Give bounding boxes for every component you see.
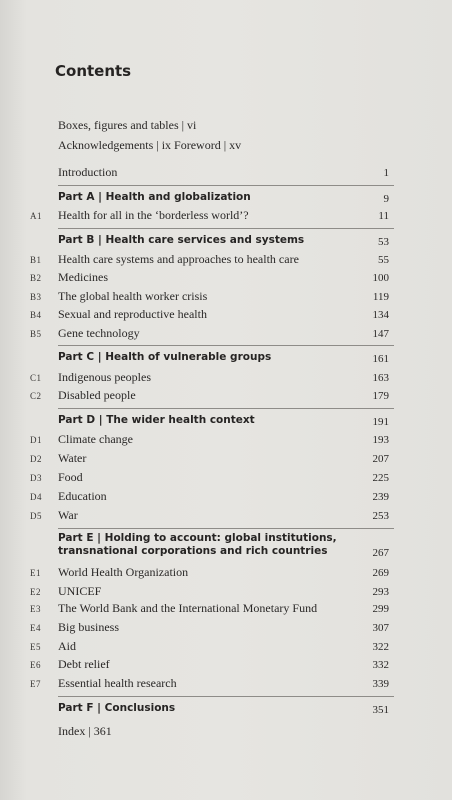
chapter-page: 119 (372, 291, 389, 303)
part-e-title-line2: transnational corporations and rich countries (58, 545, 328, 557)
chapter-code: E3 (30, 604, 41, 614)
chapter-page: 55 (378, 254, 389, 266)
chapter-title: Sexual and reproductive health (58, 307, 207, 321)
divider (58, 696, 394, 697)
part-e-title-line1: Part E | Holding to account: global institutions, (58, 532, 337, 544)
chapter-title: The global health worker crisis (58, 289, 208, 303)
chapter-code: D3 (30, 473, 42, 483)
divider (58, 228, 394, 229)
page-title: Contents (55, 62, 132, 80)
chapter-title: Big business (58, 620, 120, 634)
chapter-page: 100 (372, 272, 389, 284)
intro-title: Introduction (58, 165, 118, 179)
chapter-page: 239 (372, 491, 389, 503)
chapter-page: 207 (372, 453, 389, 465)
chapter-title: Essential health research (58, 676, 177, 690)
chapter-page: 307 (372, 622, 389, 634)
chapter-title: Disabled people (58, 388, 136, 402)
part-d-title: Part D | The wider health context (58, 414, 255, 426)
part-b-title: Part B | Health care services and systems (58, 234, 305, 246)
chapter-code: E6 (30, 660, 41, 670)
divider (58, 528, 394, 529)
chapter-title: World Health Organization (58, 565, 189, 579)
chapter-code: D1 (30, 435, 42, 445)
front-matter-boxes: Boxes, figures and tables | vi (58, 118, 197, 132)
chapter-code: E1 (30, 568, 41, 578)
chapter-page: 332 (372, 659, 389, 671)
chapter-page: 293 (372, 586, 389, 598)
chapter-title: Medicines (58, 270, 108, 284)
chapter-page: 225 (372, 472, 389, 484)
chapter-title: Food (58, 470, 83, 484)
chapter-title: Indigenous peoples (58, 370, 151, 384)
part-a-page: 9 (383, 193, 389, 205)
chapter-code: E7 (30, 679, 41, 689)
index-entry: Index | 361 (58, 724, 112, 738)
chapter-code: B2 (30, 273, 42, 283)
chapter-page: 322 (372, 641, 389, 653)
front-matter-acknowledgements: Acknowledgements | ix Foreword | xv (58, 138, 242, 152)
chapter-page: 193 (372, 434, 389, 446)
chapter-page: 253 (372, 510, 389, 522)
chapter-code: A1 (30, 211, 42, 221)
chapter-title: UNICEF (58, 584, 102, 598)
part-e-page: 267 (372, 547, 389, 559)
part-c-page: 161 (372, 353, 389, 365)
chapter-code: C2 (30, 391, 42, 401)
chapter-title: Debt relief (58, 657, 110, 671)
chapter-code: D5 (30, 511, 42, 521)
chapter-page: 134 (372, 309, 389, 321)
chapter-code: E5 (30, 642, 41, 652)
part-f-page: 351 (372, 704, 389, 716)
chapter-title: Water (58, 451, 87, 465)
chapter-code: B1 (30, 255, 42, 265)
chapter-code: C1 (30, 373, 42, 383)
chapter-code: B3 (30, 292, 42, 302)
chapter-page: 299 (372, 603, 389, 615)
chapter-page: 147 (372, 328, 389, 340)
chapter-code: B5 (30, 329, 42, 339)
divider (58, 345, 394, 346)
part-a-title: Part A | Health and globalization (58, 191, 251, 203)
part-c-title: Part C | Health of vulnerable groups (58, 351, 272, 363)
chapter-page: 163 (372, 372, 389, 384)
chapter-title: Health care systems and approaches to health care (58, 252, 299, 266)
divider (58, 185, 394, 186)
chapter-page: 11 (378, 210, 389, 222)
chapter-page: 269 (372, 567, 389, 579)
chapter-title: Climate change (58, 432, 133, 446)
chapter-code: E2 (30, 587, 41, 597)
chapter-title: War (58, 508, 78, 522)
chapter-code: D4 (30, 492, 42, 502)
chapter-page: 339 (372, 678, 389, 690)
chapter-title: Aid (58, 639, 76, 653)
chapter-code: B4 (30, 310, 42, 320)
part-b-page: 53 (378, 236, 389, 248)
chapter-page: 179 (372, 390, 389, 402)
part-f-title: Part F | Conclusions (58, 702, 176, 714)
chapter-title: The World Bank and the International Monetary Fund (58, 601, 318, 615)
intro-page: 1 (383, 167, 389, 179)
chapter-code: E4 (30, 623, 41, 633)
chapter-code: D2 (30, 454, 42, 464)
divider (58, 408, 394, 409)
chapter-title: Gene technology (58, 326, 140, 340)
chapter-title: Health for all in the ‘borderless world’? (58, 208, 249, 222)
part-d-page: 191 (372, 416, 389, 428)
chapter-title: Education (58, 489, 107, 503)
